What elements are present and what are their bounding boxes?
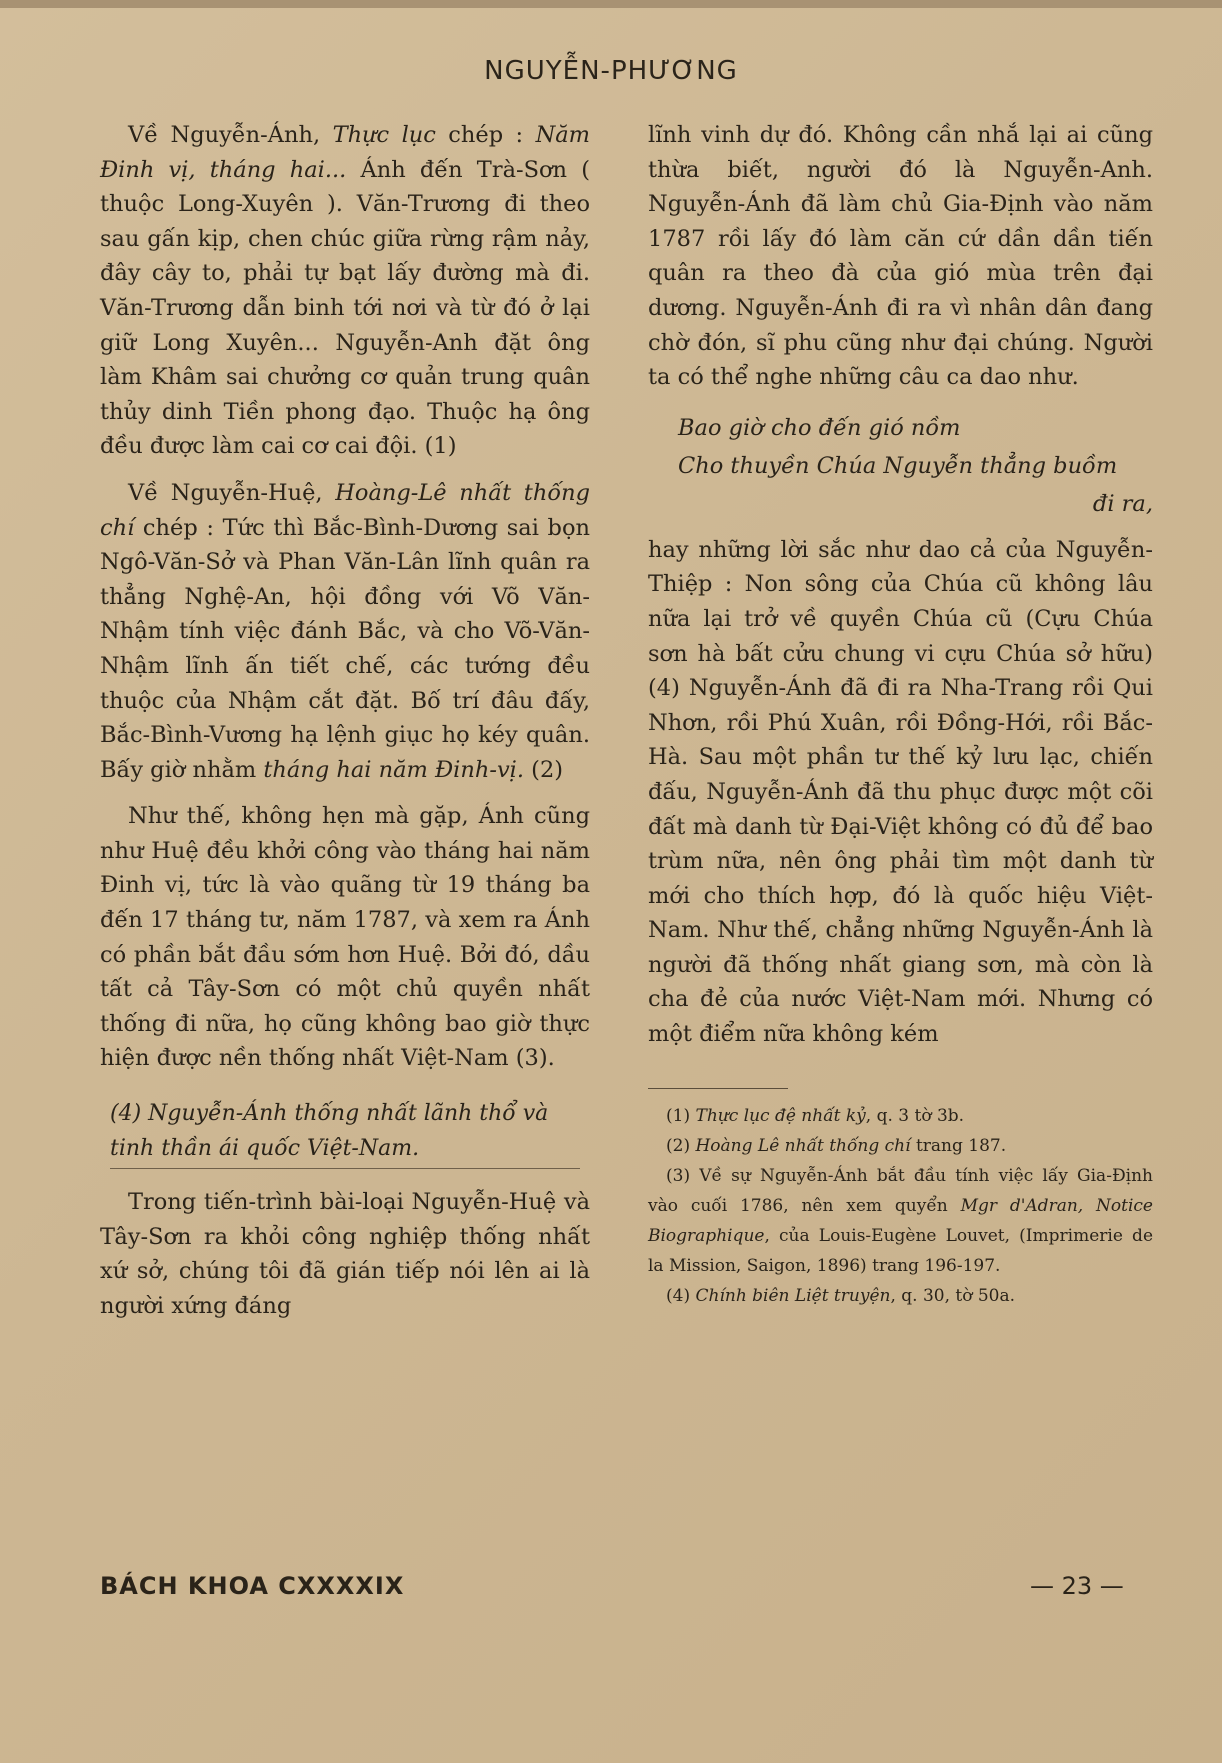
footnote-4: (4) Chính biên Liệt truyện, q. 30, tờ 50a.	[666, 1285, 1016, 1306]
quoted-date: Năm Đinh vị, tháng hai...	[100, 122, 590, 183]
left-column	[100, 118, 590, 1323]
right-column	[648, 118, 1153, 1311]
verse-line-2: Cho thuyền Chúa Nguyễn thẳng buồm	[678, 452, 1118, 479]
work-title: Thực lục	[332, 122, 436, 148]
quoted-date: tháng hai năm Đinh-vị.	[263, 756, 525, 783]
page-top-edge	[0, 0, 1222, 8]
paragraph-comparison: Như thế, không hẹn mà gặp, Ánh cũng như Huệ đều khởi công vào tháng hai năm Đinh vị, tức là vào quãng từ 19 tháng ba đến 17 tháng tư, năm 1787, và xem ra Ánh có phần bắt đầu sớm hơn Huệ. Bởi đó, dầu tất cả Tây-Sơn có một chủ quyền nhất thống đi nữa, họ cũng không bao giờ thực hiện được nền thống nhất Việt-Nam (3).	[100, 803, 590, 1072]
verse-line-1: Bao giờ cho đến gió nồm	[678, 414, 961, 441]
paragraph-section-intro: Trong tiến-trình bài-loại Nguyễn-Huệ và Tây-Sơn ra khỏi công nghiệp thống nhất xứ sở, chúng tôi đã gián tiếp nói lên ai là người xứng đáng	[100, 1189, 590, 1319]
paragraph-continuation: lĩnh vinh dự đó. Không cần nhắ lại ai cũng thừa biết, người đó là Nguyễn-Anh. Nguyễn-Ánh đã làm chủ Gia-Định vào năm 1787 rồi lấy đó làm căn cứ dần dần tiến quân ra theo đà của gió mùa trên đại dương. Nguyễn-Ánh đi ra vì nhân dân đang chờ đón, sĩ phu cũng như đại chúng. Người ta có thể nghe những câu ca dao như.	[648, 122, 1153, 391]
page-number: — 23 —	[1030, 1572, 1124, 1600]
running-head: NGUYỄN-PHƯƠNG	[484, 56, 738, 86]
journal-footer: BÁCH KHOA CXXXXIX	[100, 1572, 405, 1600]
footnote-3: (3) Về sự Nguyễn-Ánh bắt đầu tính việc lấy Gia-Định vào cuối 1786, nên xem quyển Mgr d'Adran, Notice Biographique, của Louis-Eugène Louvet, (Imprimerie de la Mission, Saigon, 1896) trang 196-197.	[648, 1165, 1153, 1276]
paragraph-nguyen-hue: Về Nguyễn-Huệ, Hoàng-Lê nhất thống chí chép : Tức thì Bắc-Bình-Dương sai bọn Ngô-Văn-Sở và Phan Văn-Lân lĩnh quân ra thẳng Nghệ-An, hội đồng với Võ Văn-Nhậm tính việc đánh Bắc, và cho Võ-Văn-Nhậm lĩnh ấn tiết chế, các tướng đều thuộc của Nhậm cắt đặt. Bố trí đâu đấy, Bắc-Bình-Vương hạ lệnh giục họ kéy quân. Bấy giờ nhằm tháng hai năm Đinh-vị. (2)	[100, 479, 590, 783]
footnotes	[648, 1101, 1153, 1311]
work-title: Hoàng-Lê nhất thống chí	[100, 479, 590, 541]
footnote-divider	[648, 1088, 788, 1089]
paragraph-nguyen-anh-thuc-luc: Về Nguyễn-Ánh, Thực lục chép : Năm Đinh vị, tháng hai... Ánh đến Trà-Sơn ( thuộc Long-Xuyên ). Văn-Trương đi theo sau gấn kịp, chen chúc giữa rừng rậm nảy, đây cây to, phải tự bạt lấy đường mà đi. Văn-Trương dẫn binh tới nơi và từ đó ở lại giữ Long Xuyên... Nguyễn-Anh đặt ông làm Khâm sai chưởng cơ quản trung quân thủy dinh Tiền phong đạo. Thuộc hạ ông đều được làm cai cơ cai đội. (1)	[100, 122, 590, 460]
folk-verse	[678, 409, 1153, 523]
footnote-1: (1) Thực lục đệ nhất kỷ, q. 3 tờ 3b.	[666, 1105, 965, 1126]
paragraph-nguyen-thiep: hay những lời sắc như dao cả của Nguyễn-Thiệp : Non sông của Chúa cũ không lâu nữa lại trở về quyền Chúa cũ (Cựu Chúa sơn hà bất cửu chung vi cựu Chúa sở hữu) (4) Nguyễn-Ánh đã đi ra Nha-Trang rồi Qui Nhơn, rồi Phú Xuân, rồi Đồng-Hới, rồi Bắc-Hà. Sau một phần tư thế kỷ lưu lạc, chiến đấu, Nguyễn-Ánh đã thu phục được một cõi đất mà danh từ Đại-Việt không có đủ để bao trùm nữa, nên ông phải tìm một danh từ mới cho thích hợp, đó là quốc hiệu Việt-Nam. Như thế, chẳng những Nguyễn-Ánh là người đã thống nhất giang sơn, mà còn là cha đẻ của nước Việt-Nam mới. Nhưng có một điểm nữa không kém	[648, 536, 1153, 1048]
footnote-2: (2) Hoàng Lê nhất thống chí trang 187.	[666, 1135, 1007, 1156]
section-title: (4) Nguyễn-Ánh thống nhất lãnh thổ và tinh thần ái quốc Việt-Nam.	[110, 1096, 580, 1169]
verse-line-3: đi ra,	[1092, 490, 1153, 517]
